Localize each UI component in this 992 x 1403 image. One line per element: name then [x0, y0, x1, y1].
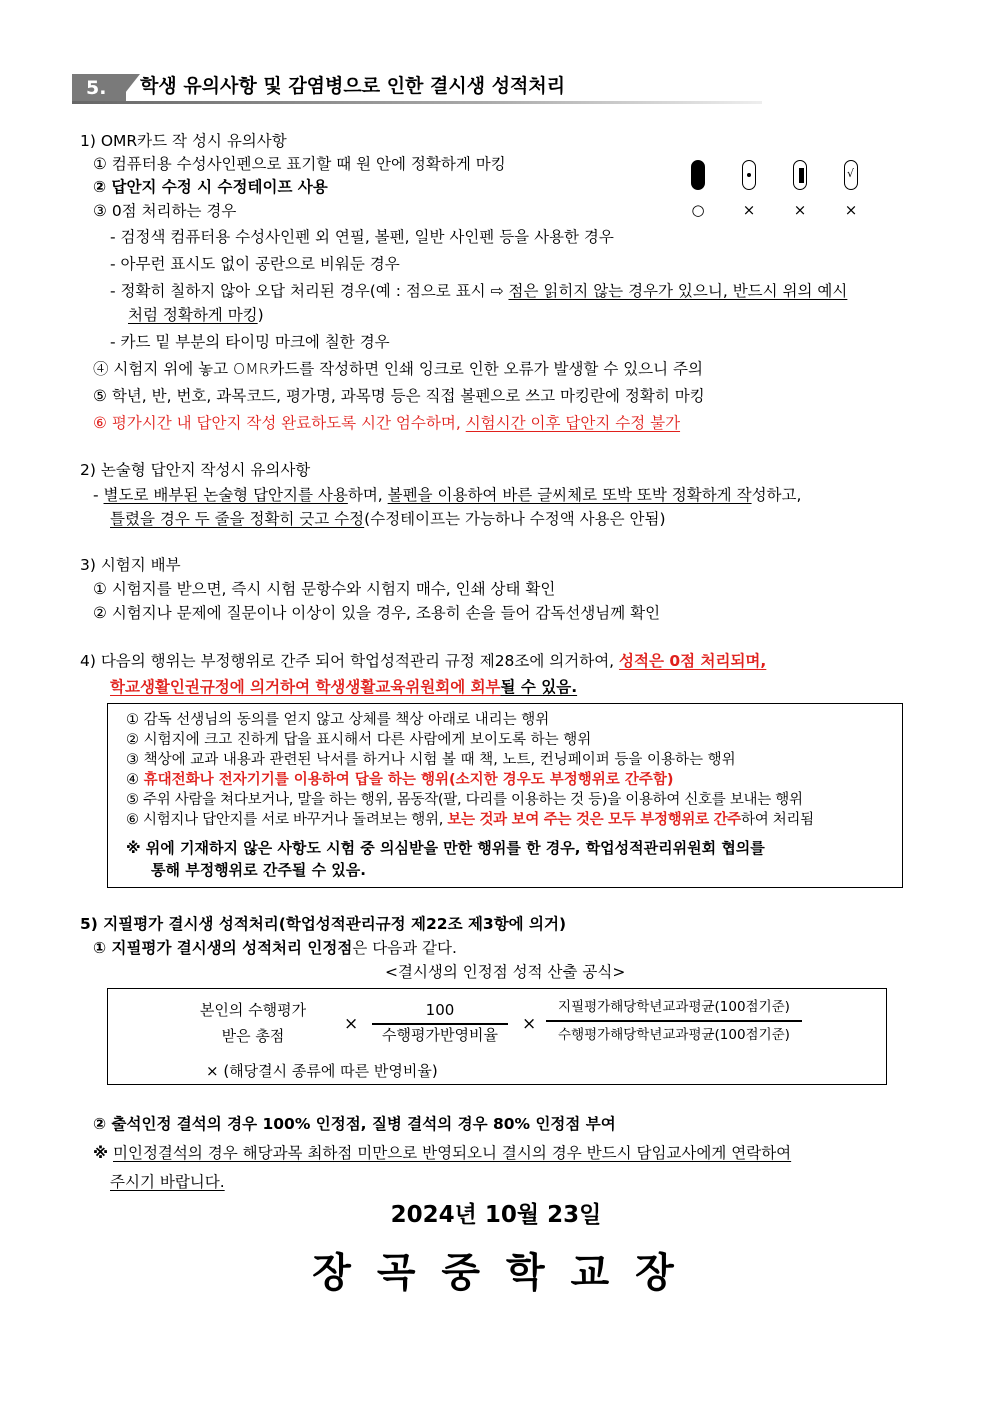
s1-detail-3d: ): [257, 306, 264, 324]
s1-item-5: ⑤ 학년, 반, 번호, 과목코드, 평가명, 과목명 등은 직접 볼펜으로 쓰고 마킹란에 정확히 마킹: [93, 387, 705, 405]
s5-i1a: ① 지필평가 결시생의 성적처리 인정점: [93, 939, 353, 957]
misconduct-item-5: ⑤ 주위 사람을 쳐다보거나, 말을 하는 행위, 몸동작(팔, 다리를 이용하는 것 등)을 이용하여 신호를 보내는 행위: [126, 792, 803, 808]
formula-bottom: × (해당결시 종류에 따른 반영비율): [206, 1062, 438, 1080]
section-badge-arrow: [118, 74, 140, 102]
s1-item-3: ③ 0점 처리하는 경우: [93, 202, 237, 220]
s2-l2a: 틀렸을 경우 두 줄을 정확히 긋고 수정: [110, 510, 365, 528]
misconduct-box: [107, 703, 903, 888]
s1-item-2: ② 답안지 수정 시 수정테이프 사용: [93, 178, 328, 196]
s2-l1c: 하며,: [347, 486, 388, 504]
misconduct-item-3: ③ 책상에 교과 내용과 관련된 낙서를 하거나 시험 볼 때 책, 노트, 컨닝페이퍼 등을 이용하는 행위: [126, 752, 736, 768]
omr-mark-correct: ○: [691, 201, 705, 219]
s4-t1c: 성적은 0점 처리되며,: [619, 652, 767, 670]
omr-bubble-check: [844, 160, 858, 190]
misconduct-note-1: ※ 위에 기재하지 않은 사항도 시험 중 의심받을 만한 행위를 한 경우, 학업성적관리위원회 협의를: [126, 839, 765, 857]
s2-l1e: 성하고,: [751, 486, 802, 504]
misconduct-4a: ④: [126, 772, 144, 788]
s1-item-1: ① 컴퓨터용 수성사인펜으로 표기할 때 원 안에 정확하게 마킹: [93, 155, 506, 173]
misconduct-6c: 하여 처리됨: [740, 812, 814, 828]
misconduct-item-4: [126, 770, 673, 790]
s5-i1b: 은 다음과 같다.: [352, 939, 457, 957]
formula-caption: <결시생의 인정점 성적 산출 공식>: [385, 963, 626, 981]
s3-item-1: ① 시험지를 받으면, 즉시 시험 문항수와 시험지 매수, 인쇄 상태 확인: [93, 580, 556, 598]
section-number-badge: 5.: [72, 74, 126, 102]
formula-denominator: 수행평가반영비율: [382, 1026, 498, 1044]
s1-detail-3: [110, 280, 847, 302]
misconduct-4b: 휴대전화나 전자기기를 이용하여 답을 하는 행위(소지한 경우도 부정행위로 간주함): [143, 772, 674, 788]
misconduct-item-2: ② 시험지에 크고 진하게 답을 표시해서 다른 사람에게 보이도록 하는 행위: [126, 732, 592, 748]
s5-note-mark: ※: [93, 1144, 109, 1162]
s2-dash: -: [93, 486, 104, 504]
formula-times-1: ×: [344, 1014, 359, 1034]
school-principal-signature: 장 곡 중 학 교 장: [312, 1250, 680, 1296]
section-underline: [72, 101, 762, 104]
formula-numerator: 100: [425, 1001, 455, 1019]
misconduct-note-2: 통해 부정행위로 간주될 수 있음.: [151, 861, 366, 879]
check-icon: √: [846, 167, 854, 180]
omr-bubble-partial: [793, 160, 807, 190]
misconduct-6b: 보는 것과 보여 주는 것은 모두 부정행위로 간주: [447, 812, 741, 828]
s4-t2a: 학교생활인권규정에 의거하여 학생생활교육위원회에 회부: [110, 678, 501, 696]
s2-l1b: 별도로 배부된 논술형 답안지를 사용: [103, 486, 348, 504]
s3-title: 3) 시험지 배부: [80, 556, 181, 574]
s2-line-2: [110, 508, 666, 530]
misconduct-item-1: ① 감독 선생님의 동의를 얻지 않고 상체를 책상 아래로 내리는 행위: [126, 712, 550, 728]
s5-note-2: 주시기 바랍니다.: [110, 1173, 225, 1191]
s1-item-6a: ⑥ 평가시간 내 답안지 작성 완료하도록 시간 엄수하며,: [93, 414, 466, 432]
misconduct-6a: ⑥ 시험지나 답안지를 서로 바꾸거나 돌려보는 행위,: [126, 812, 448, 828]
s1-item-4: ④ 시험지 위에 놓고 OMR카드를 작성하면 인쇄 잉크로 인한 오류가 발생할 수 있으니 주의: [93, 360, 704, 378]
formula-fraction-line-2: [546, 1020, 802, 1022]
s1-detail-2: - 아무런 표시도 없이 공란으로 비워둔 경우: [110, 255, 400, 273]
formula-left-1: 본인의 수행평가: [199, 1001, 307, 1019]
s2-title: 2) 논술형 답안지 작성시 유의사항: [80, 461, 311, 479]
s5-item-1: [93, 937, 457, 959]
s1-detail-4: - 카드 밑 부분의 타이밍 마크에 칠한 경우: [110, 333, 390, 351]
s3-item-2: ② 시험지나 문제에 질문이나 이상이 있을 경우, 조용히 손을 들어 감독선생님께 확인: [93, 604, 661, 622]
s1-detail-3-cont: [128, 304, 264, 326]
s4-title-line-2: [110, 676, 577, 698]
formula-ratio-numerator: 지필평가해당학년교과평균(100점기준): [558, 999, 790, 1015]
s1-detail-3a: - 정확히 칠하지 않아 오답 처리된 경우(예 : 점으로 표시 ⇨: [110, 282, 509, 300]
formula-box: [107, 988, 887, 1085]
s4-t1a: 4) 다음의 행위는 부정행위로 간주 되어: [80, 652, 351, 670]
omr-mark-wrong-2: ×: [793, 201, 807, 219]
s4-t1b: 학업성적관리 규정 제28조에 의거하여,: [350, 652, 620, 670]
s5-title: 5) 지필평가 결시생 성적처리(학업성적관리규정 제22조 제3항에 의거): [80, 915, 567, 933]
omr-bubble-filled: [691, 160, 705, 190]
s1-item-6: [93, 412, 680, 434]
s1-detail-1: - 검정색 컴퓨터용 수성사인펜 외 연필, 볼펜, 일반 사인펜 등을 사용한 경우: [110, 228, 614, 246]
omr-mark-wrong-1: ×: [742, 201, 756, 219]
omr-mark-wrong-3: ×: [844, 201, 858, 219]
section-title: 학생 유의사항 및 감염병으로 인한 결시생 성적처리: [140, 75, 566, 97]
s1-detail-3b: 점은 읽히지 않는 경우가 있으니, 반드시 위의 예시: [508, 282, 848, 300]
s1-detail-3c: 처럼 정확하게 마킹: [128, 306, 258, 324]
s1-title: 1) OMR카드 작 성시 유의사항: [80, 132, 287, 150]
formula-times-2: ×: [522, 1014, 537, 1034]
s4-title-line-1: [80, 650, 766, 672]
s1-item-6b: 시험시간 이후 답안지 수정 불가: [465, 414, 681, 432]
s4-t2b: 될 수 있음.: [500, 678, 578, 696]
s2-l2b: (수정테이프는 가능하나 수정액 사용은 안됨): [364, 510, 666, 528]
s2-l1d: 볼펜을 이용하여 바른 글씨체로 또박 또박 정확하게 작: [387, 486, 752, 504]
s5-note-1: 미인정결석의 경우 해당과목 최하점 미만으로 반영되오니 결시의 경우 반드시 담임교사에게 연락하여: [113, 1144, 792, 1162]
document-date: 2024년 10월 23일: [390, 1202, 602, 1228]
misconduct-item-6: [126, 810, 814, 830]
formula-ratio-denominator: 수행평가해당학년교과평균(100점기준): [558, 1027, 790, 1043]
omr-bubble-dot: [742, 160, 756, 190]
s5-item-2: ② 출석인정 결석의 경우 100% 인정점, 질병 결석의 경우 80% 인정점 부여: [93, 1115, 616, 1133]
formula-left-2: 받은 총점: [221, 1027, 285, 1045]
s2-line-1: [93, 484, 801, 506]
